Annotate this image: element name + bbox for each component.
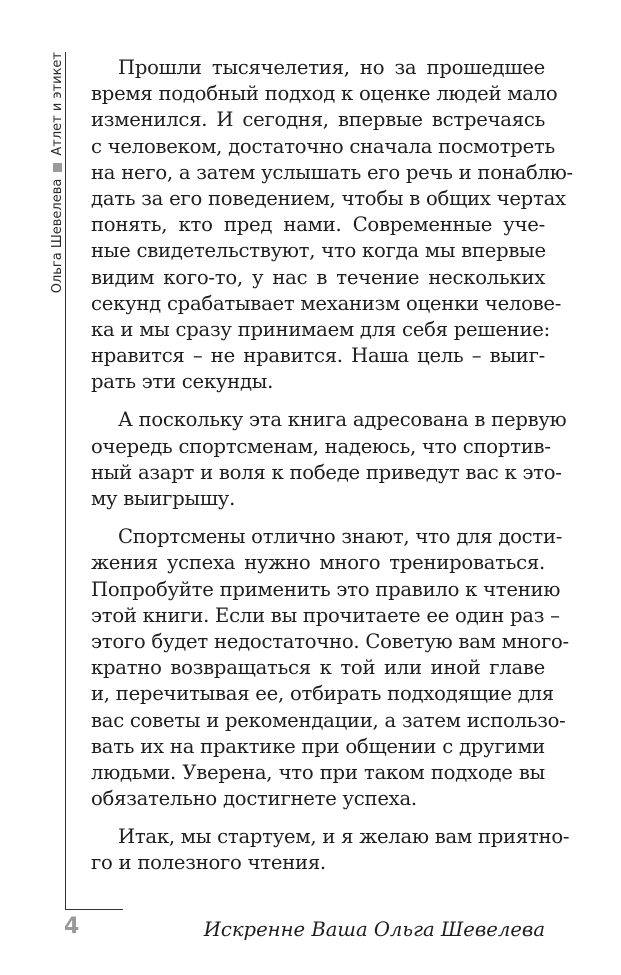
- paragraph-gap: [91, 395, 545, 407]
- text-line: вать их на практике при общении с другими: [91, 734, 545, 758]
- paragraph: [91, 824, 570, 876]
- text-line: на него, а затем услышать его речь и понаблю-: [91, 160, 573, 184]
- text-line: Спортсмены отлично знают, что для дости-: [118, 525, 563, 549]
- text-line: Попробуйте применить это правило к чтению: [91, 577, 561, 601]
- text-line: ные свидетельствуют, что когда мы впервые: [91, 239, 546, 263]
- text-line: очередь спортсменам, надеюсь, что спортив-: [91, 434, 551, 458]
- text-line: Итак, мы стартуем, и я желаю вам приятно-: [118, 825, 570, 849]
- text-line: жения успеха нужно много тренироваться.: [91, 551, 545, 575]
- text-line: ка и мы сразу принимаем для себя решение:: [91, 317, 550, 341]
- signature: Искренне Ваша Ольга Шевелева: [203, 917, 545, 941]
- text-line: кратно возвращаться к той или иной главе: [91, 656, 545, 680]
- text-line: дать за его поведением, чтобы в общих чертах: [91, 186, 566, 210]
- text-line: понять, кто пред нами. Современные уче-: [91, 213, 545, 237]
- book-title: Атлет и этикет: [50, 52, 65, 156]
- text-line: вас советы и рекомендации, а затем использо-: [91, 708, 566, 732]
- page-number: 4: [64, 914, 80, 939]
- text-line: нравится – не нравится. Наша цель – выиг-: [91, 344, 545, 368]
- text-line: изменился. И сегодня, впервые встречаясь: [91, 108, 545, 132]
- text-line: видим кого-то, у нас в течение нескольких: [91, 265, 545, 289]
- text-line: го и полезного чтения.: [91, 851, 326, 875]
- vertical-rule: [65, 52, 66, 910]
- text-line: Прошли тысячелетия, но за прошедшее: [118, 56, 545, 79]
- paragraph: [91, 407, 567, 512]
- paragraph-gap: [91, 512, 545, 524]
- text-line: секунд срабатывает механизм оценки челове-: [91, 291, 562, 315]
- text-line: и, перечитывая ее, отбирать подходящие для: [91, 682, 554, 706]
- paragraph-gap: [91, 812, 545, 824]
- text-line: с человеком, достаточно сначала посмотреть: [91, 134, 555, 158]
- body-text: [91, 55, 573, 943]
- text-line: А поскольку эта книга адресована в первую: [118, 408, 567, 432]
- text-line: му выигрышу.: [91, 487, 236, 510]
- text-line: людьми. Уверена, что при таком подходе вы: [91, 760, 545, 784]
- square-separator-icon: [53, 163, 62, 172]
- text-line: время подобный подход к оценке людей мало: [91, 82, 558, 106]
- text-line: этого будет недостаточно. Советую вам много-: [91, 629, 569, 653]
- text-line: этой книги. Если вы прочитаете ее один раз –: [91, 603, 560, 627]
- paragraph: [91, 524, 569, 812]
- text-line: обязательно достигнете успеха.: [91, 787, 417, 811]
- paragraph: [91, 55, 573, 395]
- author-name: Ольга Шевелева: [50, 178, 65, 294]
- text-line: рать эти секунды.: [91, 370, 274, 394]
- text-line: ный азарт и воля к победе приведут вас к это-: [91, 460, 562, 484]
